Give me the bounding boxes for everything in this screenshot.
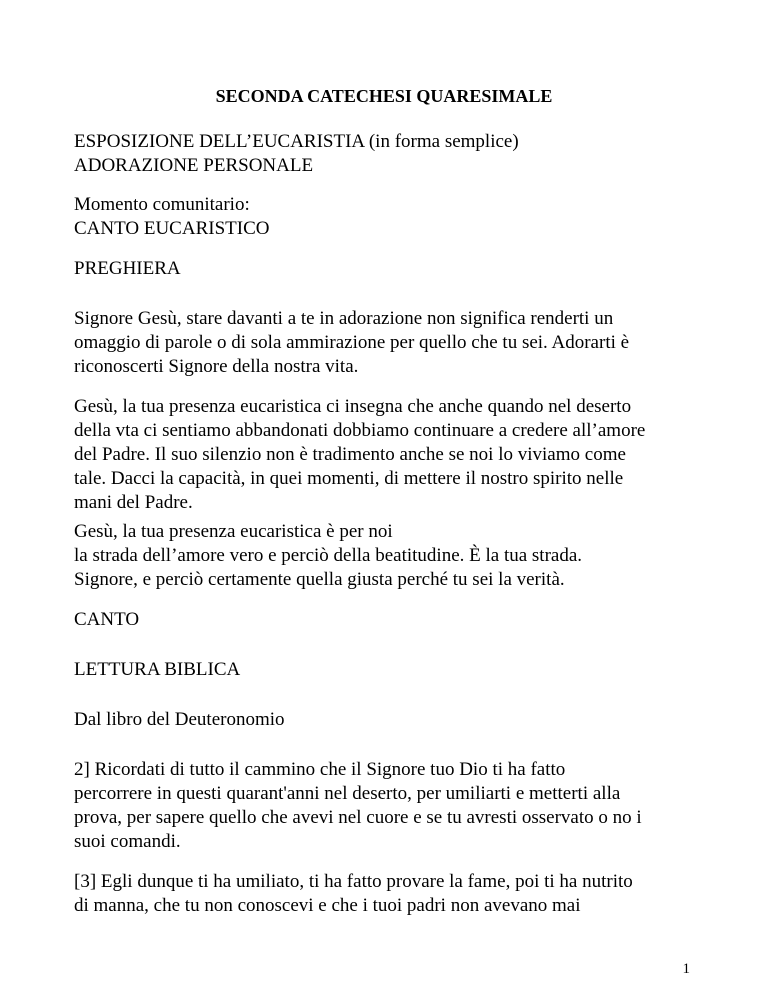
canto-heading xyxy=(74,608,694,632)
verse-line: [3] Egli dunque ti ha umiliato, ti ha fatto provare la fame, poi ti ha nutrito xyxy=(74,871,633,892)
header-line: ESPOSIZIONE DELL’EUCARISTIA (in forma semplice) xyxy=(74,131,519,152)
verse-line: 2] Ricordati di tutto il cammino che il Signore tuo Dio ti ha fatto xyxy=(74,759,566,780)
momento-heading: CANTO EUCARISTICO xyxy=(74,218,270,239)
prayer-paragraph-1 xyxy=(74,307,694,379)
momento-block xyxy=(74,193,694,241)
paragraph-line: riconoscerti Signore della nostra vita. xyxy=(74,356,359,377)
paragraph-line: Signore Gesù, stare davanti a te in adorazione non significa renderti un xyxy=(74,308,614,329)
header-line: ADORAZIONE PERSONALE xyxy=(74,155,314,176)
verse-2 xyxy=(74,758,694,854)
verse-3 xyxy=(74,870,694,918)
section-heading: LETTURA BIBLICA xyxy=(74,659,241,680)
momento-label: Momento comunitario: xyxy=(74,194,250,215)
prayer-paragraph-2 xyxy=(74,395,694,515)
document-title: SECONDA CATECHESI QUARESIMALE xyxy=(215,86,553,106)
header-block xyxy=(74,130,694,178)
section-heading: CANTO xyxy=(74,609,140,630)
lettura-heading xyxy=(74,658,694,682)
verse-line: suoi comandi. xyxy=(74,831,181,852)
verse-line: di manna, che tu non conoscevi e che i tuoi padri non avevano mai xyxy=(74,895,581,916)
paragraph-line: la strada dell’amore vero e perciò della beatitudine. È la tua strada. xyxy=(74,545,583,566)
section-heading: PREGHIERA xyxy=(74,258,181,279)
reading-source xyxy=(74,708,694,732)
paragraph-line: tale. Dacci la capacità, in quei momenti, di mettere il nostro spirito nelle xyxy=(74,468,624,489)
preghiera-heading xyxy=(74,257,694,281)
paragraph-line: del Padre. Il suo silenzio non è tradimento anche se noi lo viviamo come xyxy=(74,444,626,465)
verse-line: prova, per sapere quello che avevi nel cuore e se tu avresti osservato o no i xyxy=(74,807,642,828)
paragraph-line: della vta ci sentiamo abbandonati dobbiamo continuare a credere all’amore xyxy=(74,420,646,441)
paragraph-line: Gesù, la tua presenza eucaristica ci insegna che anche quando nel deserto xyxy=(74,396,632,417)
page-number: 1 xyxy=(682,961,690,977)
source-line: Dal libro del Deuteronomio xyxy=(74,709,285,730)
verse-line: percorrere in questi quarant'anni nel deserto, per umiliarti e metterti alla xyxy=(74,783,621,804)
paragraph-line: Gesù, la tua presenza eucaristica è per noi xyxy=(74,521,393,542)
paragraph-line: omaggio di parole o di sola ammirazione per quello che tu sei. Adorarti è xyxy=(74,332,630,353)
paragraph-line: Signore, e perciò certamente quella giusta perché tu sei la verità. xyxy=(74,569,565,590)
paragraph-line: mani del Padre. xyxy=(74,492,193,513)
prayer-paragraph-3 xyxy=(74,520,694,592)
